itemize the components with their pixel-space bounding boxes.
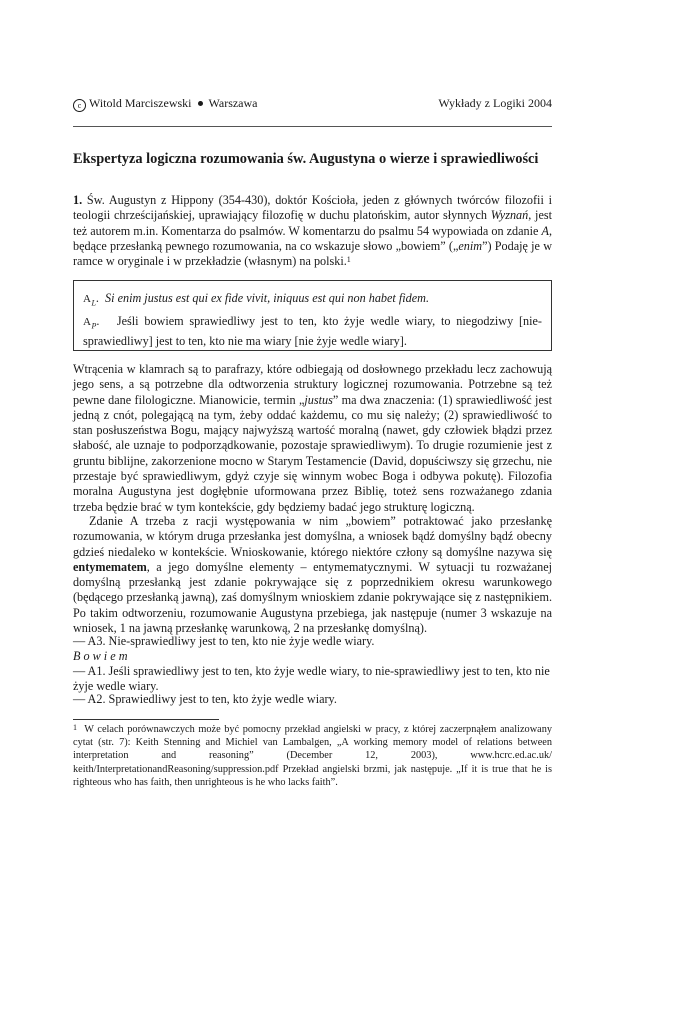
polish-subscript: P <box>91 321 97 331</box>
footnote <box>73 723 552 789</box>
header-city: Warszawa <box>208 96 258 110</box>
term-entymemat: entymematem <box>73 559 147 574</box>
footnote-rule <box>73 719 219 720</box>
argument-a2: — A2. Sprawiedliwy jest to ten, kto żyje wedle wiary. <box>73 692 337 706</box>
polish-label: A <box>83 316 92 328</box>
page-title: Ekspertyza logiczna rozumowania św. Augustyna o wierze i sprawiedliwości <box>73 151 539 167</box>
footnote-reference[interactable]: 1 <box>346 255 351 265</box>
polish-quote: $A_P$. Jeśli bowiem sprawiedliwy jest to ten, kto żyje wedle wiary, to niegodziwy [nie-sprawiedliwy] jest to ten, kto nie ma wiary [nie żyje wedle wiary]. <box>83 314 542 348</box>
footnote-mark: 1 <box>73 723 77 732</box>
argument-bowiem: B o w i e m <box>73 649 128 663</box>
copyright-icon: c <box>73 99 86 112</box>
polish-text: Jeśli bowiem sprawiedliwy jest to ten, kto żyje wedle wiary, to niegodziwy [nie-sprawiedliwy] jest to ten, kto nie ma wiary [nie żyje wedle wiary]. <box>83 314 542 348</box>
paragraph-2-text-a: Wtrącenia w klamrach są to parafrazy, które odbiegają od dosłownego przekładu lecz zachowują jego sens, a są potrzebne dla odtworzenia struktury logicznej rozumowania. Potrzebne są też pewne dane filologiczne. Mianowicie, termin „ <box>73 362 552 407</box>
argument-a1: — A1. Jeśli sprawiedliwy jest to ten, kto żyje wedle wiary, to nie-sprawiedliwy jest to ten, kto nie żyje wedle wiary. <box>73 664 550 694</box>
paragraph-3 <box>73 514 552 636</box>
footnote-text: W celach porównawczych może być pomocny przekład angielski w pracy, z której zaczerpnąłem analizowany cytat (str. 7): Keith Stenning and Michiel van Lambalgen, „A working memory model of relations between interpretation and reasoning” (December 12, 2003), www.hcrc.ed.ac.uk/ keith/InterpretationandReasoning/suppression.pdf Przekład angielski brzmi, jak następuje. „If it is true that he is righteous who has faith, then unrighteous is he who lacks faith”. <box>73 724 552 788</box>
header-series: Wykłady z Logiki 2004 <box>438 96 552 110</box>
paragraph-2-text-b: ” ma dwa znaczenia: (1) sprawiedliwość jest jedną z cnót, polegającą na tym, żeby oddać każdemu, co mu się należy; (2) sprawiedliwość to stan posłuszeństwa Bogu, mający najwyższą wartość moralną (nawet, gdy człowiek błądzi przez słabość, ale uznaje to podporządkowanie, pozostaje sprawiedliwym). To drugie rozumienie jest z gruntu biblijne, zakorzenione mocno w Starym Testamencie (David, dopuściwszy się grzechu, nie przestaje być sprawiedliwym, gdyż czyje się winnym wobec Boga i odbywa pokutę). Filozofia moralna Augustyna jest dogłębnie uformowana przez Biblię, toteż sens rozważanego zdania trzeba będzie brać w tym kontekście, gdy będziemy badać jego strukturę logiczną. <box>73 392 552 514</box>
bullet-icon <box>198 101 203 106</box>
quote-box <box>73 280 552 351</box>
work-title: Wyznań <box>490 208 529 223</box>
running-header <box>73 95 552 111</box>
term-justus: justus <box>304 392 333 407</box>
section-1-text-b: , jest też autorem m.in. Komentarza do psalmów. W komentarzu do psalmu 54 wypowiada on zdanie <box>73 208 552 238</box>
section-1-text-a: Św. Augustyn z Hippony (354-430), doktór Kościoła, jeden z głównych twórców filozofii i teologii chrześcijańskiej, uprawiający filozofię w duchu platońskim, autor słynnych <box>73 193 552 223</box>
header-author-line <box>73 95 258 112</box>
header-author: Witold Marciszewski <box>89 96 192 110</box>
section-1-paragraph <box>73 193 552 269</box>
paragraph-3-text-b: , a jego domyślne elementy – entymematycznymi. W sytuacji tu rozważanej domyślną przesłanką jest zdanie pokrywające się z poprzednikiem okresu warunkowego (będącego przesłanką jawną), zaś domyślnym wnioskiem zdanie pokrywające się z następnikiem. Po takim odtworzeniu, rozumowanie Augustyna przebiega, jak następuje (numer 3 wskazuje na wniosek, 1 na jawną przesłankę warunkową, 2 na przesłankę domyślną). <box>73 559 552 636</box>
latin-subscript: L <box>91 298 96 308</box>
paragraph-2 <box>73 362 552 515</box>
argument-a3: — A3. Nie-sprawiedliwy jest to ten, kto nie żyje wedle wiary. <box>73 634 375 648</box>
latin-label: A <box>83 293 92 305</box>
latin-text: Si enim justus est qui ex fide vivit, iniquus est qui non habet fidem. <box>105 291 429 305</box>
latin-word: enim <box>458 238 483 253</box>
section-number: 1. <box>73 193 83 207</box>
paragraph-3-text-a: Zdanie A trzeba z racji występowania w nim „bowiem” potraktować jako przesłankę rozumowania, w którym druga przesłanka jest domyślna, a wniosek bądź domyślny bądź obecny gdzieś niedaleko w kontekście. Wnioskowanie, którego niektóre człony są domyślne nazywa się <box>73 514 552 559</box>
header-rule <box>73 126 552 127</box>
section-1-text-d: ”) Podaję je w ramce w oryginale i w przekładzie (własnym) na polski. <box>73 238 552 269</box>
sentence-label: A <box>541 223 549 238</box>
section-1-text-c: , będące przesłanką pewnego rozumowania, na co wskazuje słowo „bowiem” („ <box>73 223 552 253</box>
latin-quote: $A_L$. Si enim justus est qui ex fide vivit, iniquus est qui non habet fidem. <box>83 291 429 308</box>
